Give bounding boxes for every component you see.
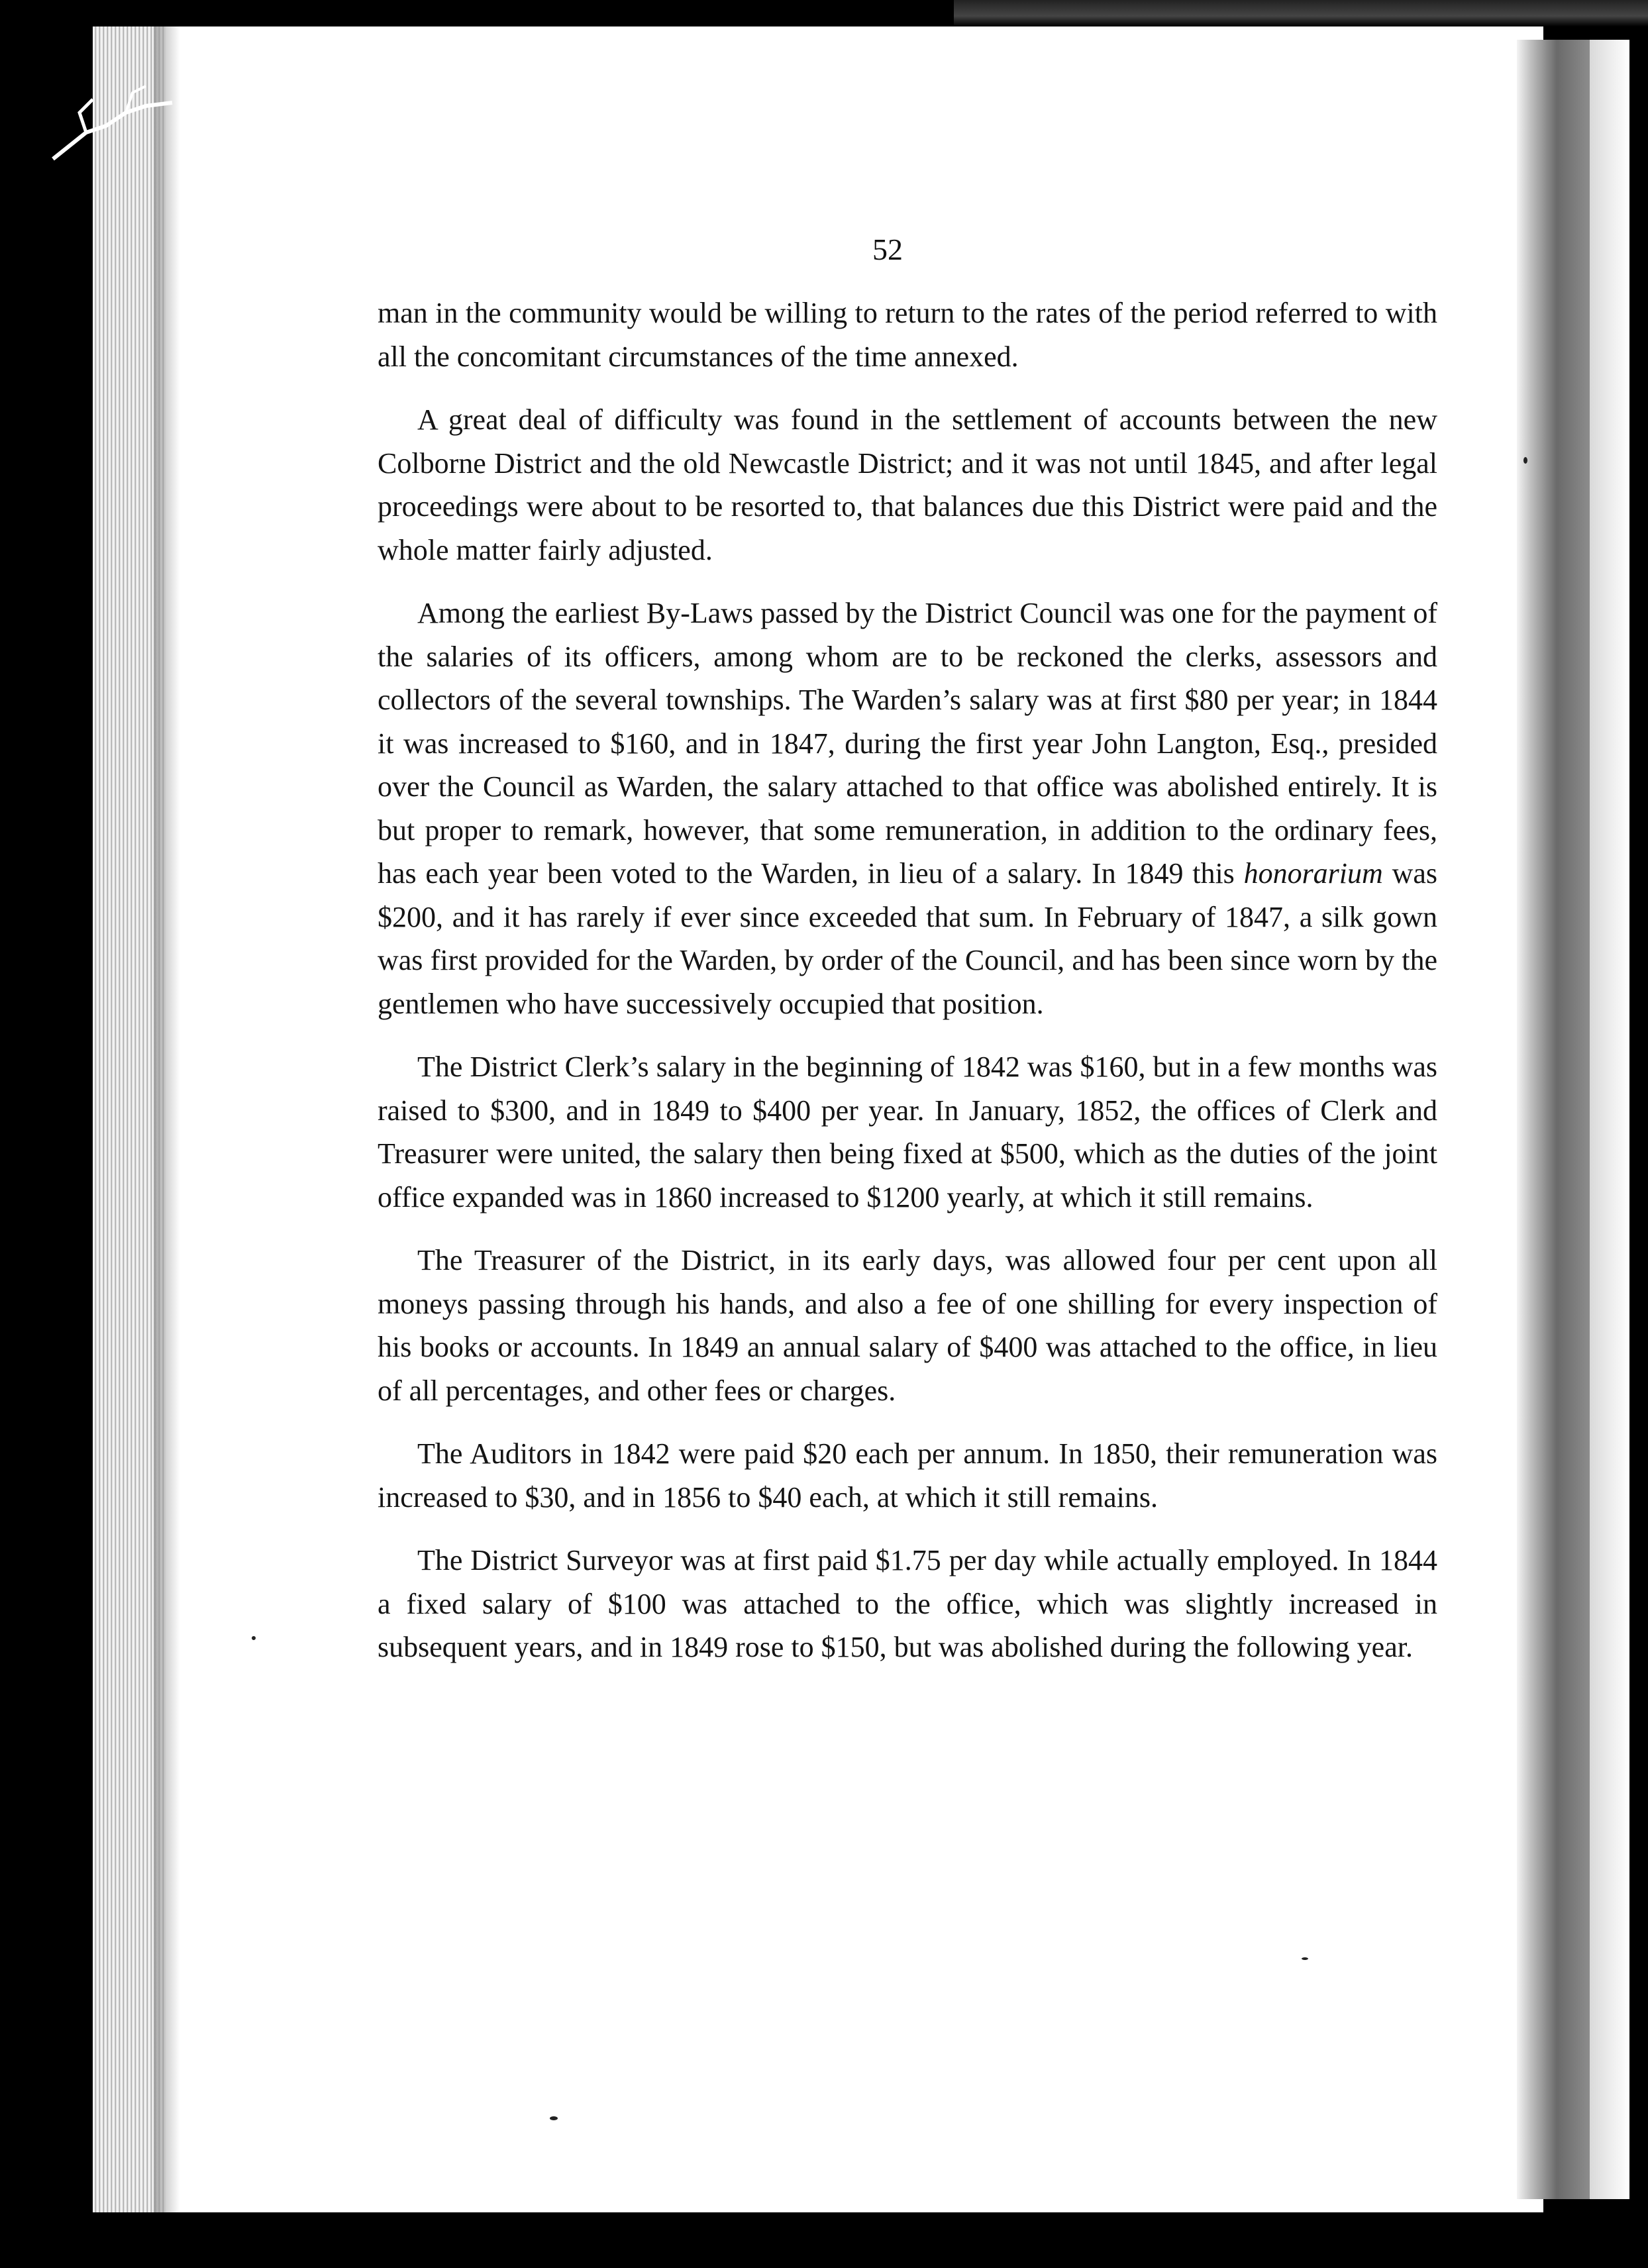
- facing-page-edge: [1590, 40, 1629, 2199]
- honorarium-italic: honorarium: [1243, 857, 1383, 890]
- warden-text-part-2: was $200, and it has rarely if ever since exceeded that sum. In February of 1847, a silk gown was first provided for the Warden, by order of the Council, and has been since worn by the gentlemen who have successively occupied that position.: [378, 857, 1437, 1020]
- warden-text-part-1: Among the earliest By-Laws passed by the District Council was one for the payment of the salaries of its officers, among whom are to be reckoned the clerks, assessors and collectors of the several townships. The Warden’s salary was at first $80 per year; in 1844 it was increased to $160, and in 1847, during the first year John Langton, Esq., presided over the Council as Warden, the salary attached to that office was abolished entirely. It is but proper to remark, however, that some remuneration, in addition to the ordinary fees, has each year been voted to the Warden, in lieu of a salary. In 1849 this: [378, 597, 1437, 890]
- paragraph-continuation: man in the community would be willing to return to the rates of the period referred to with all the concomitant circumstances of the time annexed.: [378, 297, 1437, 373]
- page-speck: [1302, 1957, 1308, 1960]
- page-body-text: [378, 291, 1437, 1669]
- page-binding-shadow: [1517, 40, 1590, 2199]
- paragraph-surveyor: The District Surveyor was at first paid $1.75 per day while actually employed. In 1844 a fixed salary of $100 was attached to the office, which was slightly increased in subsequent years, and in 1849 rose to $150, but was abolished during the following year.: [378, 1544, 1437, 1663]
- paragraph-auditors: The Auditors in 1842 were paid $20 each per annum. In 1850, their remuneration was increased to $30, and in 1856 to $40 each, at which it still remains.: [378, 1437, 1437, 1514]
- page-number: 52: [872, 232, 903, 266]
- margin-scribble-mark: [46, 73, 179, 172]
- page-speck: [550, 2116, 558, 2120]
- page-gutter-shadow: [154, 26, 180, 2212]
- scan-top-edge: [954, 0, 1648, 26]
- page-speck: [252, 1636, 256, 1640]
- page-speck: [1523, 457, 1527, 464]
- paragraph-treasurer: The Treasurer of the District, in its early days, was allowed four per cent upon all moneys passing through his hands, and also a fee of one shilling for every inspection of his books or accounts. In 1849 an annual salary of $400 was attached to the office, in lieu of all percentages, and other fees or charges.: [378, 1244, 1437, 1407]
- paragraph-district-clerk: The District Clerk’s salary in the beginning of 1842 was $160, but in a few months was raised to $300, and in 1849 to $400 per year. In January, 1852, the offices of Clerk and Treasurer were united, the salary then being fixed at $500, which as the duties of the joint office expanded was in 1860 increased to $1200 yearly, at which it still remains.: [378, 1051, 1437, 1213]
- paragraph-warden-salary: [378, 592, 1437, 1025]
- paragraph-accounts-settlement: A great deal of difficulty was found in the settlement of accounts between the new Colborne District and the old Newcastle District; and it was not until 1845, and after legal proceedings were about to be resorted to, that balances due this District were paid and the whole matter fairly adjusted.: [378, 403, 1437, 566]
